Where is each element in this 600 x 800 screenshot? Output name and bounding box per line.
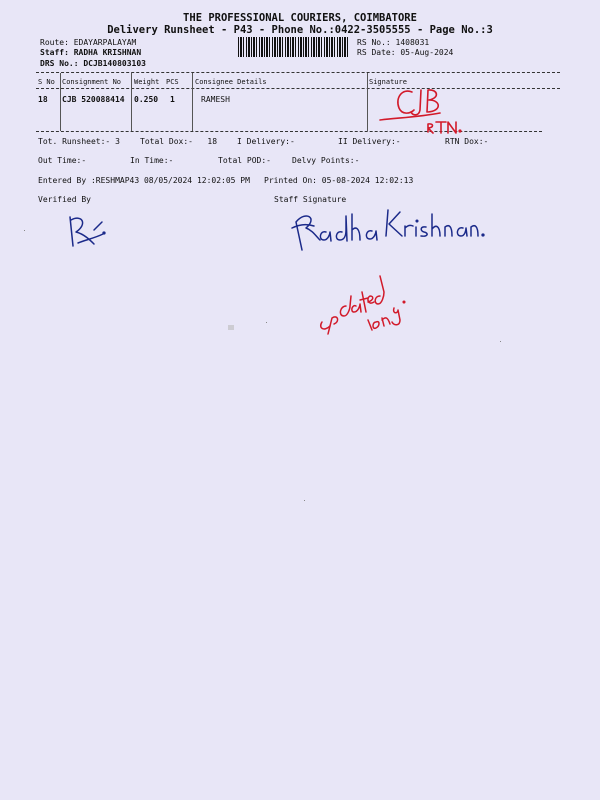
col-header-signature: Signature: [369, 78, 407, 86]
entered-by: Entered By :RESHMAP43 08/05/2024 12:02:05 PM: [38, 176, 250, 185]
in-time: In Time:-: [130, 156, 174, 165]
scan-speck: [500, 341, 501, 342]
cell-weight: 0.250: [134, 95, 159, 104]
out-time: Out Time:-: [38, 156, 87, 165]
route-label: Route: EDAYARPALAYAM: [40, 38, 137, 47]
rs-number: RS No.: 1408031: [357, 38, 430, 47]
total-pod: Total POD:-: [218, 156, 271, 165]
staff-signature-label: Staff Signature: [274, 195, 347, 204]
first-delivery: I Delivery:-: [237, 137, 295, 146]
cell-pcs: 1: [170, 95, 175, 104]
second-delivery: II Delivery:-: [338, 137, 401, 146]
tot-runsheet: Tot. Runsheet:- 3: [38, 137, 120, 146]
staff-label: Staff: RADHA KRISHNAN: [40, 48, 142, 57]
scan-speck: [24, 230, 25, 231]
delvy-points: Delvy Points:-: [292, 156, 360, 165]
col-header-pcs: PCS: [166, 78, 179, 86]
scan-speck: [304, 500, 305, 501]
col-header-consignee: Consignee Details: [195, 78, 267, 86]
printed-on: Printed On: 05-08-2024 12:02:13: [264, 176, 414, 185]
col-header-sno: S No: [38, 78, 55, 86]
cell-consignment: CJB 520088414: [62, 95, 125, 104]
company-title: THE PROFESSIONAL COURIERS, COIMBATORE: [183, 12, 417, 24]
verified-by-label: Verified By: [38, 195, 91, 204]
scan-speck: [228, 325, 234, 330]
col-header-consignment: Consignment No: [62, 78, 122, 86]
col-header-weight: Weight: [134, 78, 160, 86]
rs-date: RS Date: 05-Aug-2024: [357, 48, 454, 57]
cell-consignee: RAMESH: [201, 95, 230, 104]
drs-number: DRS No.: DCJB140803103: [40, 59, 146, 68]
runsheet-title: Delivery Runsheet - P43 - Phone No.:0422-3505555 - Page No.:3: [107, 24, 493, 36]
total-dox: Total Dox:- 18: [140, 137, 218, 146]
cell-sno: 18: [38, 95, 48, 104]
scan-speck: [266, 322, 267, 323]
rtn-dox: RTN Dox:-: [445, 137, 489, 146]
